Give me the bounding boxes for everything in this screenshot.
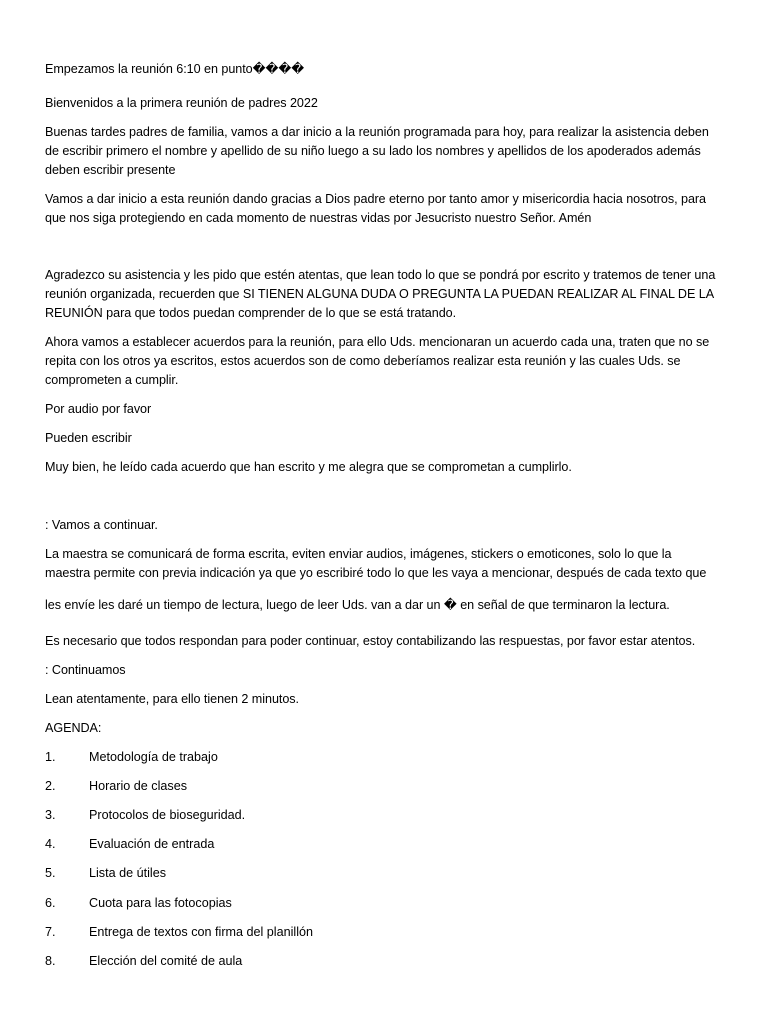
agenda-heading: AGENDA: (45, 721, 102, 735)
agenda-item-text: Evaluación de entrada (89, 837, 215, 851)
agenda-item-text: Metodología de trabajo (89, 750, 218, 764)
agenda-item-text: Cuota para las fotocopias (89, 896, 232, 910)
agenda-item-number: 2. (45, 779, 56, 793)
agenda-item-number: 4. (45, 837, 56, 851)
paragraph-gratitude-line-2: reunión organizada, recuerden que SI TIENEN ALGUNA DUDA O PREGUNTA LA PUEDAN REALIZAR AL FINAL DE LA (45, 287, 715, 301)
agenda-item-text: Horario de clases (89, 779, 187, 793)
agenda-item-text: Protocolos de bioseguridad. (89, 808, 246, 822)
reading-time-line: Lean atentamente, para ello tienen 2 minutos. (45, 692, 299, 706)
paragraph-attendance-line-3: deben escribir presente (45, 163, 176, 177)
paragraph-agreements-line-3: comprometen a cumplir. (45, 373, 179, 387)
continue-line: : Vamos a continuar. (45, 518, 158, 532)
paragraph-prayer-line-1: Vamos a dar inicio a esta reunión dando gracias a Dios padre eterno por tanto amor y misericordia hacia nosotros, para (45, 192, 706, 206)
agreements-read-line: Muy bien, he leído cada acuerdo que han escrito y me alegra que se comprometan a cumplirlo. (45, 460, 572, 474)
paragraph-agreements-line-1: Ahora vamos a establecer acuerdos para la reunión, para ello Uds. mencionaran un acuerdo cada una, traten que no se (45, 335, 710, 349)
agenda-item-text: Entrega de textos con firma del planillón (89, 925, 314, 939)
agenda-item-number: 5. (45, 866, 56, 880)
paragraph-gratitude-line-1: Agradezco su asistencia y les pido que estén atentas, que lean todo lo que se pondrá por escrito y tratemos de tener una (45, 268, 716, 282)
audio-line: Por audio por favor (45, 402, 152, 416)
paragraph-instructions-line-2: maestra permite con previa indicación ya que yo escribiré todo lo que les vaya a mencionar, después de cada texto que (45, 566, 707, 580)
agenda-item-number: 8. (45, 954, 56, 968)
agenda-item-number: 7. (45, 925, 56, 939)
agenda-item-text: Elección del comité de aula (89, 954, 243, 968)
paragraph-attendance-line-1: Buenas tardes padres de familia, vamos a dar inicio a la reunión programada para hoy, para realizar la asistencia deben (45, 125, 709, 139)
continuamos-line: : Continuamos (45, 663, 126, 677)
paragraph-gratitude-line-3: REUNIÓN para que todos puedan comprender de lo que se está tratando. (45, 306, 457, 320)
responses-line: Es necesario que todos respondan para poder continuar, estoy contabilizando las respuestas, por favor estar atentos. (45, 634, 696, 648)
agenda-item-number: 1. (45, 750, 56, 764)
agenda-item-number: 3. (45, 808, 56, 822)
welcome-heading: Bienvenidos a la primera reunión de padres 2022 (45, 96, 318, 110)
meeting-start-line: Empezamos la reunión 6:10 en punto���� (45, 62, 305, 76)
paragraph-instructions-line-1: La maestra se comunicará de forma escrita, eviten enviar audios, imágenes, stickers o emoticones, solo lo que la (45, 547, 672, 561)
paragraph-attendance-line-2: de escribir primero el nombre y apellido de su niño luego a su lado los nombres y apellidos de los apoderados además (45, 144, 701, 158)
agenda-item-text: Lista de útiles (89, 866, 167, 880)
paragraph-instructions-line-3: les envíe les daré un tiempo de lectura, luego de leer Uds. van a dar un � en señal de que terminaron la lectura. (45, 598, 670, 612)
paragraph-prayer-line-2: que nos siga protegiendo en cada momento de nuestras vidas por Jesucristo nuestro Señor. Amén (45, 211, 592, 225)
write-line: Pueden escribir (45, 431, 132, 445)
agenda-item-number: 6. (45, 896, 56, 910)
paragraph-agreements-line-2: repita con los otros ya escritos, estos acuerdos son de como deberíamos realizar esta reunión y las cuales Uds. se (45, 354, 681, 368)
